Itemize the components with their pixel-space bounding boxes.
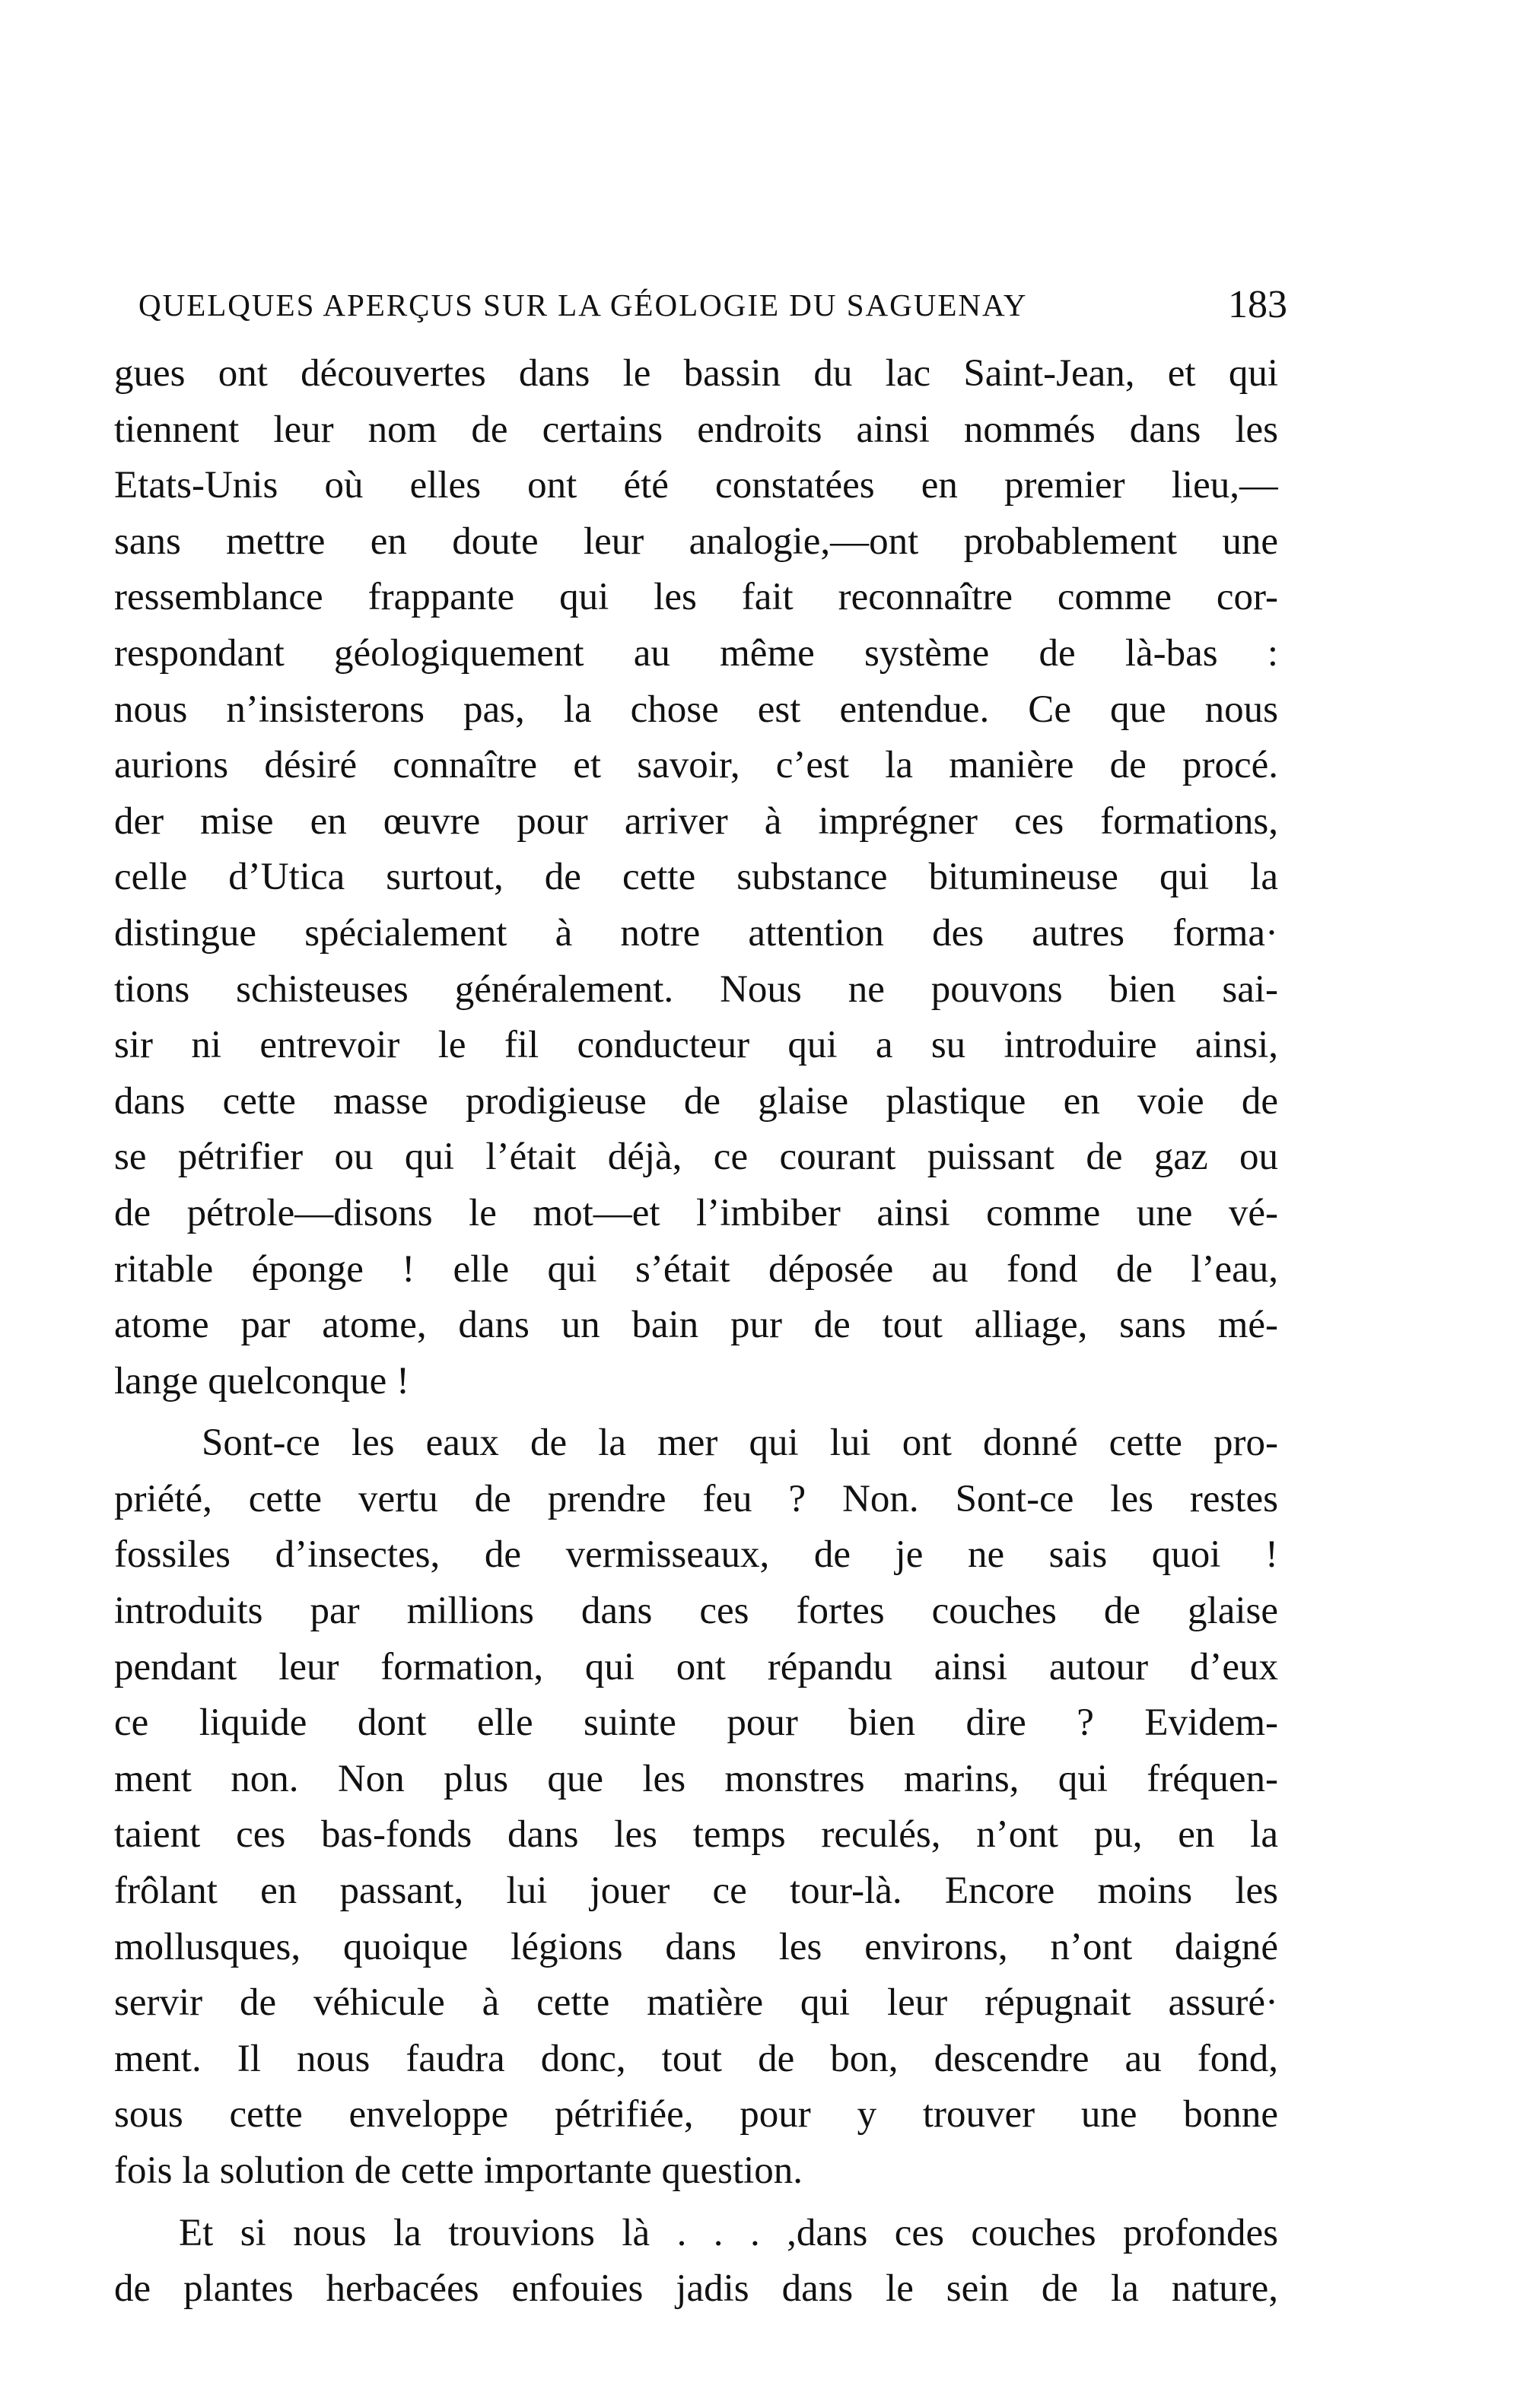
text-line: nous n’insisterons pas, la chose est entendue. Ce que nous [114, 688, 1278, 731]
running-title: QUELQUES APERÇUS SUR LA GÉOLOGIE DU SAGUENAY [138, 287, 1028, 322]
text-line: atome par atome, dans un bain pur de tout alliage, sans mé- [114, 1304, 1278, 1347]
text-line: servir de véhicule à cette matière qui leur répugnait assuré· [114, 1981, 1278, 2025]
text-line: sous cette enveloppe pétrifiée, pour y trouver une bonne [114, 2093, 1278, 2136]
paragraph-gap [114, 1409, 1278, 1415]
text-line: priété, cette vertu de prendre feu ? Non. Sont-ce les restes [114, 1477, 1278, 1520]
text-line: pendant leur formation, qui ont répandu ainsi autour d’eux [114, 1645, 1278, 1688]
text-line: taient ces bas-fonds dans les temps reculés, n’ont pu, en la [114, 1813, 1278, 1857]
text-line: gues ont découvertes dans le bassin du lac Saint-Jean, et qui [114, 352, 1278, 395]
text-line: celle d’Utica surtout, de cette substance bitumineuse qui la [114, 856, 1278, 899]
text-line: ce liquide dont elle suinte pour bien dire ? Evidem- [114, 1701, 1278, 1745]
paragraph-3 [114, 2206, 1278, 2317]
text-line: tiennent leur nom de certains endroits ainsi nommés dans les [114, 408, 1278, 451]
text-line: sans mettre en doute leur analogie,—ont probablement une [114, 519, 1278, 563]
text-line: mollusques, quoique légions dans les environs, n’ont daigné [114, 1925, 1278, 1968]
paragraph-gap [114, 2200, 1278, 2206]
text-line: ment non. Non plus que les monstres marins, qui fréquen- [114, 1757, 1278, 1800]
text-line: fossiles d’insectes, de vermisseaux, de je ne sais quoi ! [114, 1533, 1278, 1577]
text-line: dans cette masse prodigieuse de glaise plastique en voie de [114, 1079, 1278, 1123]
text-line: Et si nous la trouvions là . . . ,dans ces couches profondes [179, 2211, 1278, 2254]
page-number: 183 [1228, 283, 1287, 326]
text-line: se pétrifier ou qui l’était déjà, ce courant puissant de gaz ou [114, 1136, 1278, 1179]
text-line: frôlant en passant, lui jouer ce tour-là. Encore moins les [114, 1870, 1278, 1913]
text-line: de pétrole—disons le mot—et l’imbiber ainsi comme une vé- [114, 1191, 1278, 1234]
page-body [114, 346, 1278, 2317]
text-line: lange quelconque ! [114, 1359, 410, 1403]
text-line: respondant géologiquement au même système de là-bas : [114, 631, 1278, 675]
paragraph-1 [114, 346, 1278, 1409]
text-line: Sont-ce les eaux de la mer qui lui ont donné cette pro- [202, 1422, 1278, 1465]
page-header [138, 278, 1287, 332]
text-line: fois la solution de cette importante question. [114, 2149, 803, 2192]
text-line: aurions désiré connaître et savoir, c’est la manière de procé. [114, 744, 1278, 787]
text-line: sir ni entrevoir le fil conducteur qui a su introduire ainsi, [114, 1024, 1278, 1067]
text-line: der mise en œuvre pour arriver à imprégner ces formations, [114, 799, 1278, 843]
text-line: Etats-Unis où elles ont été constatées en premier lieu,— [114, 464, 1278, 507]
text-line: distingue spécialement à notre attention des autres forma· [114, 911, 1278, 955]
text-line: ment. Il nous faudra donc, tout de bon, descendre au fond, [114, 2037, 1278, 2080]
text-line: ressemblance frappante qui les fait reconnaître comme cor- [114, 576, 1278, 619]
text-line: tions schisteuses généralement. Nous ne pouvons bien sai- [114, 967, 1278, 1011]
text-line: de plantes herbacées enfouies jadis dans le sein de la nature, [114, 2267, 1278, 2311]
text-line: ritable éponge ! elle qui s’était déposée au fond de l’eau, [114, 1247, 1278, 1291]
paragraph-2 [114, 1415, 1278, 2199]
text-line: introduits par millions dans ces fortes couches de glaise [114, 1590, 1278, 1633]
